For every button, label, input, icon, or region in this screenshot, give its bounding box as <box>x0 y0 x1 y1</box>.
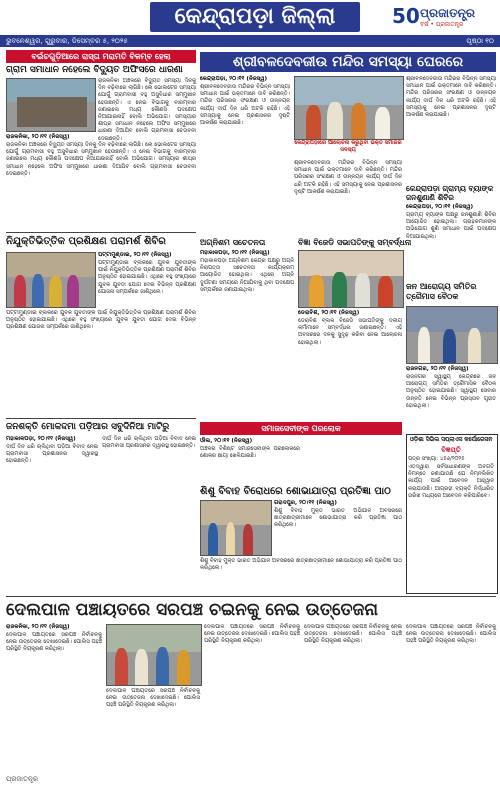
a6-body: ଗ୍ରାମ୍ୟ ବ୍ୟାଙ୍କ ପକ୍ଷରୁ ଜନଶୁଣାଣି ଶିବିର ଆୟୋଜିତ ହୋଇଥିଲା। ଗ୍ରାହକମାନଙ୍କ ଅଭିଯୋଗ ଶୁଣି ସମାଧାନ ପାଇଁ ପଦକ୍ଷେପ ନିଆଯାଇଥିଲା। <box>406 212 496 240</box>
a6-byline: କେନ୍ଦ୍ରାପଡ଼ା, ୨୦।୧୧ (ନିଜସ୍ୱ) <box>406 204 474 210</box>
a11-photo <box>106 624 202 686</box>
a1-byline: ରାଜକନିକା, ୨୦।୧୧ (ନିଜସ୍ୱ) <box>6 134 70 140</box>
a4-byline: ମହାକାଳପଡ଼ା, ୨୦।୧୧ (ନିଜସ୍ୱ) <box>200 250 270 256</box>
notice-subtitle: ବିଜ୍ଞପ୍ତି <box>441 446 461 454</box>
a2-caption: କେନ୍ଦ୍ରାପଡ଼ାରେ ଆଲୋଚନା କରୁଥିବା ଭକ୍ତ ସମାଜର ସଦସ୍ୟ <box>294 140 402 153</box>
logo-number: 50 <box>392 4 420 28</box>
a2-byline: କେନ୍ଦ୍ରାପଡ଼ା, ୨୦।୧୧ (ନିଜସ୍ୱ) <box>200 76 268 82</box>
notice-number: ପତ୍ର ସଂଖ୍ୟା: ୪୫୬/୨୦୨୫ <box>408 456 465 462</box>
a3-body-side: ପଟ୍ଟାମୁଣ୍ଡାଇ ବ୍ଲକରେ ଯୁବକ ଯୁବତୀଙ୍କ ପାଇଁ ନିଯୁକ୍ତିଭିତ୍ତିକ ପ୍ରଶିକ୍ଷଣ ପରାମର୍ଶ ଶିବିର ଅନୁଷ୍ଠିତ ହୋଇଯାଇଛି। ଏଥିରେ ବହୁ ସଂଖ୍ୟାରେ ଯୁବକ ଯୁବତୀ ଯୋଗ ଦେଇ ବିଭିନ୍ନ ପ୍ରଶିକ୍ଷଣ ଯୋଜନା ସମ୍ପର୍କରେ ଜାଣିଥିଲେ। <box>98 260 196 295</box>
a10-body-col2: ଦୀର୍ଘ ଦିନ ଧରି ଚାଲିଥିବା ପଡ଼ିଆ ବିବାଦ ନେଇ ଗ୍ରାମବାସୀ ପ୍ରଶାସନର ଦ୍ୱାରସ୍ଥ ହୋଇଛନ୍ତି। <box>102 436 196 450</box>
a9-headline: ଶିଶୁ ବିବାହ ବିରୋଧରେ ଶୋଭାଯାତ୍ରା ପ୍ରତିଜ୍ଞା ପାଠ <box>200 486 391 497</box>
a7-body: ରାଜନଗର ସ୍ୱାସ୍ଥ୍ୟ କେନ୍ଦ୍ରରେ ଜନ ଆରୋଗ୍ୟ ସମିତିର ତ୍ରୈମାସିକ ବୈଠକ ଅନୁଷ୍ଠିତ ହୋଇଯାଇଛି। ସ୍ୱାସ୍ଥ୍ୟ ସେବାର ଉନ୍ନତି ନେଇ ବିଭିନ୍ନ ପ୍ରସ୍ତାବ ଗୃହୀତ ହୋଇଥିଲା। <box>406 374 496 409</box>
section-title: କେନ୍ଦ୍ରାପଡ଼ା ଜିଲ୍ଲା <box>150 2 360 32</box>
a1-photo <box>6 78 96 132</box>
a2-body-col2: ଶ୍ରୀବଳଦେବଜୀଉ ମନ୍ଦିରର ବିଭିନ୍ନ ସମସ୍ୟା ସମାଧାନ ପାଇଁ ଭକ୍ତମାନେ ଦାବି କରିଛନ୍ତି। ମନ୍ଦିର ପରିସରର ସଂରକ୍ଷଣ ଓ ଉନ୍ନୟନ କାର୍ଯ୍ୟ ଦୀର୍ଘ ଦିନ ଧରି ଅଟକି ରହିଛି। ଏହି ସମସ୍ୟାକୁ ନେଇ ପ୍ରଶାସନର ଦୃଷ୍ଟି ଆକର୍ଷଣ କରାଯାଇଛି। <box>294 160 402 195</box>
a11-byline: ରାଜକନିକା, ୨୦।୧୧ (ନିଜସ୍ୱ) <box>6 624 70 630</box>
a9-body: ଶିଶୁ ବିବାହ ମୁକ୍ତ ଭାରତ ଅଭିଯାନ ଅବସରରେ ଛାତ୍ରଛାତ୍ରୀମାନେ ଶୋଭାଯାତ୍ରା କରି ପ୍ରତିଜ୍ଞା ପାଠ କରିଥିଲେ। <box>274 508 402 529</box>
a7-photo <box>406 306 498 364</box>
page-number: ପୃଷ୍ଠା ୧୦ <box>466 37 494 45</box>
anniversary-logo <box>392 4 420 28</box>
a4-body: ମହାକାଳପଡ଼ା ଅଗ୍ନିଶମ କେନ୍ଦ୍ର ପକ୍ଷରୁ ଅଗ୍ନି ନିରାପତ୍ତା ସଚେତନତା କାର୍ଯ୍ୟକ୍ରମ ଆୟୋଜିତ ହୋଇଥିଲା। ଏଥିରେ ଅଗ୍ନି ଦୁର୍ଘଟଣା ସମୟରେ ନିଆଯିବାକୁ ଥିବା ପଦକ୍ଷେପ ସମ୍ପର୍କରେ ଜଣାଯାଇଥିଲା। <box>200 258 294 293</box>
a3-body: ପଟ୍ଟାମୁଣ୍ଡାଇ ବ୍ଲକରେ ଯୁବକ ଯୁବତୀଙ୍କ ପାଇଁ ନିଯୁକ୍ତିଭିତ୍ତିକ ପ୍ରଶିକ୍ଷଣ ପରାମର୍ଶ ଶିବିର ଅନୁଷ୍ଠିତ ହୋଇଯାଇଛି। ଏଥିରେ ବହୁ ସଂଖ୍ୟାରେ ଯୁବକ ଯୁବତୀ ଯୋଗ ଦେଇ ବିଭିନ୍ନ ପ୍ରଶିକ୍ଷଣ ଯୋଜନା ସମ୍ପର୍କରେ ଜାଣିଥିଲେ। <box>6 310 196 331</box>
a6-headline: କେନ୍ଦ୍ରାପଡ଼ା ଗ୍ରାମ୍ୟ ବ୍ୟାଙ୍କ ଜନଶୁଣାଣି ଶିବିର <box>406 184 494 202</box>
a1-body-top: ରାଜକନିକା ଅଞ୍ଚଳରେ ବିଦ୍ୟୁତ ସମସ୍ୟା ଦିନକୁ ଦିନ ବଢ଼ିବାରେ ଲାଗିଛି। ଲୋ ଭୋଲଟେଜ ସମସ୍ୟା ଯୋଗୁଁ ଗ୍ରାମବାସୀ ବହୁ ଅସୁବିଧାର ସମ୍ମୁଖୀନ ହେଉଛନ୍ତି। ଏ ନେଇ ବିଭାଗକୁ ବାରମ୍ବାର ଜଣାଇଲେ ମଧ୍ୟ କୌଣସି ପଦକ୍ଷେପ ନିଆଯାଇନାହିଁ ବୋଲି ଅଭିଯୋଗ। ସମସ୍ୟାର ଶୀଘ୍ର ସମାଧାନ ନହେଲେ ଅଫିସ ସମ୍ମୁଖରେ ଧାରଣା ଦିଆଯିବ ବୋଲି ଗ୍ରାମବାସୀ ଚେତାବନୀ ଦେଇଛନ୍ତି। <box>98 78 196 142</box>
a8-body: ଅଞ୍ଚଳର ବିଶିଷ୍ଟ ସମାଜସେବୀଙ୍କ ପରଲୋକରେ ଶୋକର ଛାୟା ଖେଳିଯାଇଛି। <box>200 446 300 460</box>
a11-body-col3: ଦେଲପାଳ ପଞ୍ଚାୟତରେ ସରପଞ୍ଚ ନିର୍ବାଚନକୁ ନେଇ ଉତ୍ତେଜନା ଦେଖାଦେଇଛି। ପୋଲିସ ପହଞ୍ଚି ପରିସ୍ଥିତି ନିୟନ୍ତ୍ରଣ କରିଥିଲା। <box>204 624 300 645</box>
divider <box>6 418 196 419</box>
a10-headline: ଜନଶକ୍ତି ମୋକଦ୍ଦମା ପଡ଼ିଆର ସବୁଦିନିଆ ମାଟିରୁ <box>6 422 170 432</box>
dateline-bar <box>0 35 500 47</box>
a2-body-col3: ଶ୍ରୀବଳଦେବଜୀଉ ମନ୍ଦିରର ବିଭିନ୍ନ ସମସ୍ୟା ସମାଧାନ ପାଇଁ ଭକ୍ତମାନେ ଦାବି କରିଛନ୍ତି। ମନ୍ଦିର ପରିସରର ସଂରକ୍ଷଣ ଓ ଉନ୍ନୟନ କାର୍ଯ୍ୟ ଦୀର୍ଘ ଦିନ ଧରି ଅଟକି ରହିଛି। ଏହି ସମସ୍ୟାକୁ ନେଇ ପ୍ରଶାସନର ଦୃଷ୍ଟି ଆକର୍ଷଣ କରାଯାଇଛି। <box>406 76 496 119</box>
a5-photo <box>298 250 404 308</box>
a3-photo <box>6 252 96 308</box>
a2-headline: ଶ୍ରୀବଳଦେବଜୀଉ ମନ୍ଦିର ସମସ୍ୟା ଘେରରେ <box>200 52 496 72</box>
a7-headline: ଜନ ଆରୋଗ୍ୟ ସମିତିର ତ୍ରୈମାସ ବୈଠକ <box>406 282 477 301</box>
a5-headline: ବିଜ୍ଞା ବିଜେଡି ସଭାପତିଙ୍କୁ ସମ୍ବର୍ଦ୍ଧନା <box>298 238 412 247</box>
tagline: ବର୍ଷ • ପ୍ରଜାତନ୍ତ୍ର <box>420 21 464 28</box>
a1-body: ରାଜକନିକା ଅଞ୍ଚଳରେ ବିଦ୍ୟୁତ ସମସ୍ୟା ଦିନକୁ ଦିନ ବଢ଼ିବାରେ ଲାଗିଛି। ଲୋ ଭୋଲଟେଜ ସମସ୍ୟା ଯୋଗୁଁ ଗ୍ରାମବାସୀ ବହୁ ଅସୁବିଧାର ସମ୍ମୁଖୀନ ହେଉଛନ୍ତି। ଏ ନେଇ ବିଭାଗକୁ ବାରମ୍ବାର ଜଣାଇଲେ ମଧ୍ୟ କୌଣସି ପଦକ୍ଷେପ ନିଆଯାଇନାହିଁ ବୋଲି ଅଭିଯୋଗ। ସମସ୍ୟାର ଶୀଘ୍ର ସମାଧାନ ନହେଲେ ଅଫିସ ସମ୍ମୁଖରେ ଧାରଣା ଦିଆଯିବ ବୋଲି ଗ୍ରାମବାସୀ ଚେତାବନୀ ଦେଇଛନ୍ତି। <box>6 142 196 177</box>
a11-body-col1: ଦେଲପାଳ ପଞ୍ଚାୟତରେ ସରପଞ୍ଚ ନିର୍ବାଚନକୁ ନେଇ ଉତ୍ତେଜନା ଦେଖାଦେଇଛି। ପୋଲିସ ପହଞ୍ଚି ପରିସ୍ଥିତି ନିୟନ୍ତ୍ରଣ କରିଥିଲା। <box>6 632 102 653</box>
a4-headline: ଅଗ୍ନିଶମ ସଚେତନତା <box>200 238 266 247</box>
a3-byline: ପଟ୍ଟାମୁଣ୍ଡାଇ, ୨୦।୧୧ (ନିଜସ୍ୱ) <box>98 252 172 258</box>
notice-body: ଏତଦ୍ୱାରା ସର୍ବସାଧାରଣଙ୍କ ଅବଗତି ନିମନ୍ତେ ଜଣାଯାଉଛି ଯେ ନିମ୍ନଲିଖିତ କାର୍ଯ୍ୟ ପାଇଁ ଆବେଦନ ଆହ୍ୱାନ କରାଯାଉଛି। ଆଗ୍ରହୀ ବ୍ୟକ୍ତି ନିର୍ଦ୍ଧାରିତ ତାରିଖ ମଧ୍ୟରେ ଆବେଦନ କରିପାରିବେ। <box>408 464 494 499</box>
a5-byline: ଡେରାବିଶ, ୨୦।୧୧ (ନିଜସ୍ୱ) <box>298 310 360 316</box>
a11-body-col2: ଦେଲପାଳ ପଞ୍ଚାୟତରେ ସରପଞ୍ଚ ନିର୍ବାଚନକୁ ନେଇ ଉତ୍ତେଜନା ଦେଖାଦେଇଛି। ପୋଲିସ ପହଞ୍ଚି ପରିସ୍ଥିତି ନିୟନ୍ତ୍ରଣ କରିଥିଲା। <box>106 688 200 709</box>
a9-photo <box>200 500 272 556</box>
a11-body-col5: ଦେଲପାଳ ପଞ୍ଚାୟତରେ ସରପଞ୍ଚ ନିର୍ବାଚନକୁ ନେଇ ଉତ୍ତେଜନା ଦେଖାଦେଇଛି। ପୋଲିସ ପହଞ୍ଚି ପରିସ୍ଥିତି ନିୟନ୍ତ୍ରଣ କରିଥିଲା। <box>406 624 496 645</box>
a8-byline: ଔଲ, ୨୦।୧୧ (ନିଜସ୍ୱ) <box>200 438 253 444</box>
a3-headline: ନିଯୁକ୍ତିଭିତ୍ତିକ ପ୍ରଶିକ୍ଷଣ ପରାମର୍ଶ ଶିବିର <box>6 236 166 247</box>
divider <box>6 596 496 597</box>
divider <box>6 232 196 233</box>
a9-body-more: ଶିଶୁ ବିବାହ ମୁକ୍ତ ଭାରତ ଅଭିଯାନ ଅବସରରେ ଛାତ୍ରଛାତ୍ରୀମାନେ ଶୋଭାଯାତ୍ରା କରି ପ୍ରତିଜ୍ଞା ପାଠ କରିଥିଲେ। <box>200 558 402 572</box>
a1-kicker: ବଇଁଚଗୁଡ଼ିଆରେ ରାସ୍ତା ମରାମତି ବିଳମ୍ବ ହେଲା <box>6 50 196 63</box>
a8-headline: ସମାଜସେବୀଙ୍କ ପରଲୋକ <box>200 422 402 435</box>
a2-photo <box>294 76 404 140</box>
footer-brand: ପ୍ରଜାତନ୍ତ୍ର <box>6 775 39 783</box>
a1-headline: ଗ୍ରାମ ସମାଧାନ ନହେଲେ ବିଦ୍ୟୁତ ଅଫିସରେ ଧାରଣା <box>6 65 183 75</box>
a11-headline: ଦେଲପାଳ ପଞ୍ଚାୟତରେ ସରପଞ୍ଚ ଚଇନକୁ ନେଇ ଉତ୍ତେଜନା <box>6 600 379 620</box>
issue-date: ଭୁବନେଶ୍ୱର, ଗୁରୁବାର, ଡିସେମ୍ବର ୫, ୨୦୨୫ <box>6 37 128 45</box>
a7-byline: ରାଜନଗର, ୨୦।୧୧ (ନିଜସ୍ୱ) <box>406 366 469 372</box>
a10-body-col1: ଦୀର୍ଘ ଦିନ ଧରି ଚାଲିଥିବା ପଡ଼ିଆ ବିବାଦ ନେଇ ଗ୍ରାମବାସୀ ପ୍ରଶାସନର ଦ୍ୱାରସ୍ଥ ହୋଇଛନ୍ତି। <box>6 444 98 465</box>
notice-title: ଓଡ଼ିଶା ସିଭିଲ ସପ୍ଲାଏସ କର୍ପୋରେସନ <box>409 437 493 443</box>
a11-body-col4: ଦେଲପାଳ ପଞ୍ଚାୟତରେ ସରପଞ୍ଚ ନିର୍ବାଚନକୁ ନେଇ ଉତ୍ତେଜନା ଦେଖାଦେଇଛି। ପୋଲିସ ପହଞ୍ଚି ପରିସ୍ଥିତି ନିୟନ୍ତ୍ରଣ କରିଥିଲା। <box>304 624 402 645</box>
a5-body: ଡେରାବିଶ ବ୍ଲକ ବିଜେଡି ସଭାପତିଙ୍କୁ ଦଳୀୟ କର୍ମୀମାନେ ସମ୍ବର୍ଦ୍ଧନା ଜଣାଇଛନ୍ତି। ଏହି ଅବସରରେ ଦଳକୁ ସୁଦୃଢ଼ କରିବା ନେଇ ଆଲୋଚନା ହୋଇଥିଲା। <box>298 318 402 346</box>
a10-byline: ମହାକାଳପଡ଼ା, ୨୦।୧୧ (ନିଜସ୍ୱ) <box>6 436 76 442</box>
newspaper-brand: ପ୍ରଜାତନ୍ତ୍ର <box>420 6 476 20</box>
a9-byline: ଗରାଦପୁର, ୨୦।୧୧ (ନିଜସ୍ୱ) <box>274 500 337 506</box>
a2-body-col1: ଶ୍ରୀବଳଦେବଜୀଉ ମନ୍ଦିରର ବିଭିନ୍ନ ସମସ୍ୟା ସମାଧାନ ପାଇଁ ଭକ୍ତମାନେ ଦାବି କରିଛନ୍ତି। ମନ୍ଦିର ପରିସରର ସଂରକ୍ଷଣ ଓ ଉନ୍ନୟନ କାର୍ଯ୍ୟ ଦୀର୍ଘ ଦିନ ଧରି ଅଟକି ରହିଛି। ଏହି ସମସ୍ୟାକୁ ନେଇ ପ୍ରଶାସନର ଦୃଷ୍ଟି ଆକର୍ଷଣ କରାଯାଇଛି। <box>200 84 290 127</box>
